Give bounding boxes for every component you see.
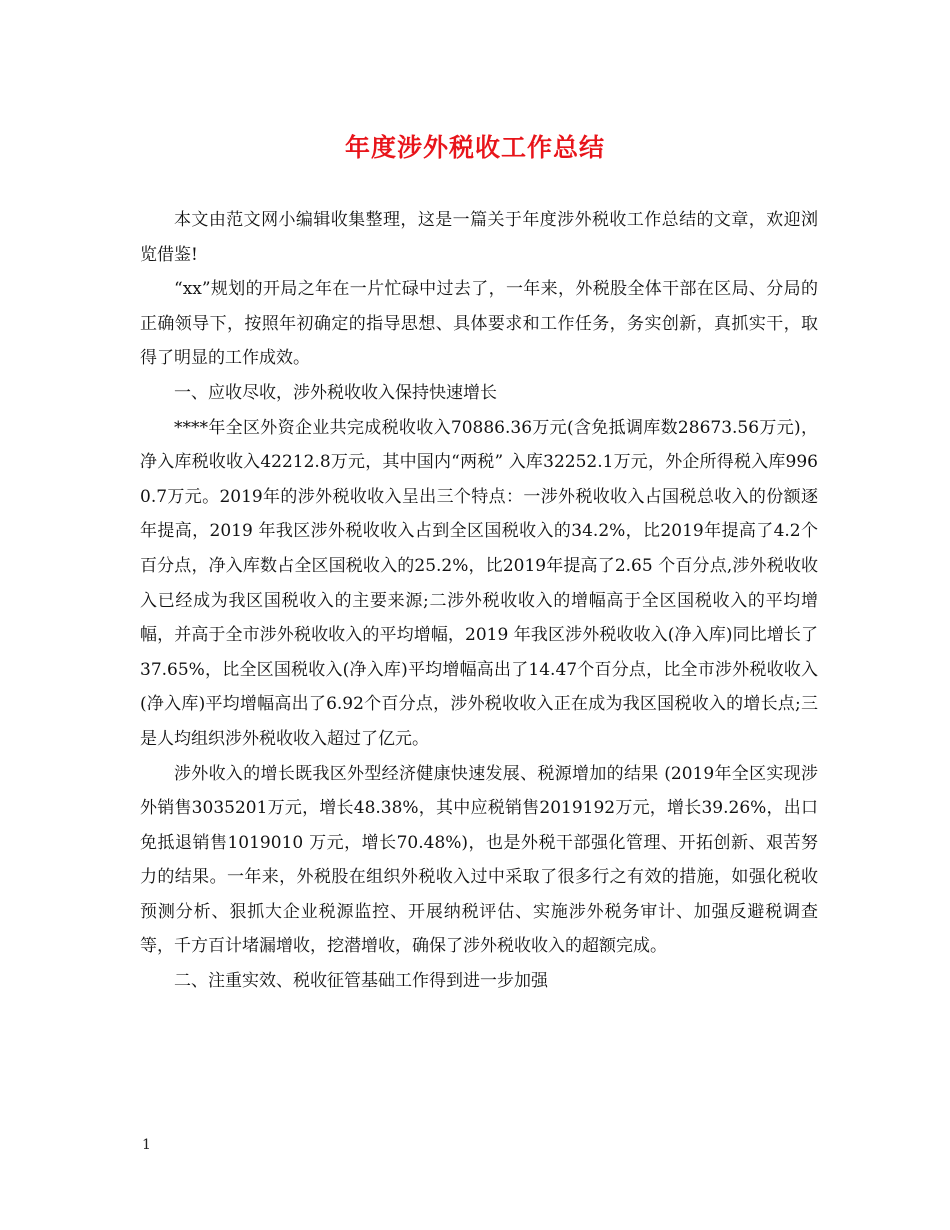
document-title: 年度涉外税收工作总结 <box>344 133 605 162</box>
section-heading-2: 二、注重实效、税收征管基础工作得到进一步加强 <box>174 971 548 992</box>
paragraph-revenue-stats: ****年全区外资企业共完成税收收入70886.36万元(含免抵调库数28673.56万元)，净入库税收收入42212.8万元，其中国内“两税” 入库32252.1万元，外企所得税入库9960.7万元。2019年的涉外税收收入呈出三个特点：一涉外税收收入占国税总收入的份额逐年提高，2019 年我区涉外税收收入占到全区国税收入的34.2%，比2019年提高了4.2个百分点，净入库数占全区国税收入的25.2%，比2019年提高了2.65 个百分点,涉外税收收入已经成为我区国税收入的主要来源;二涉外税收收入的增幅高于全区国税收入的平均增幅，并高于全市涉外税收收入的平均增幅，2019 年我区涉外税收收入(净入库)同比增长了37.65%，比全区国税收入(净入库)平均增幅高出了14.47个百分点，比全市涉外税收收入(净入库)平均增幅高出了6.92个百分点，涉外税收收入正在成为我区国税收入的增长点;三是人均组织涉外税收收入超过了亿元。 <box>140 417 818 749</box>
document-body <box>140 203 818 999</box>
paragraph-overview: “xx”规划的开局之年在一片忙碌中过去了，一年来，外税股全体干部在区局、分局的正确领导下，按照年初确定的指导思想、具体要求和工作任务，务实创新，真抓实干，取得了明显的工作成效。 <box>140 279 818 369</box>
page-number: 1 <box>142 1137 151 1153</box>
paragraph-growth-causes: 涉外收入的增长既我区外型经济健康快速发展、税源增加的结果 (2019年全区实现涉外销售3035201万元，增长48.38%，其中应税销售2019192万元，增长39.26%，出口免抵退销售1019010 万元，增长70.48%)，也是外税干部强化管理、开拓创新、艰苦努力的结果。一年来，外税股在组织外税收入过中采取了很多行之有效的措施，如强化税收预测分析、狠抓大企业税源监控、开展纳税评估、实施涉外税务审计、加强反避税调查等，千方百计堵漏增收，挖潜增收，确保了涉外税收收入的超额完成。 <box>140 763 818 957</box>
paragraph-intro: 本文由范文网小编辑收集整理，这是一篇关于年度涉外税收工作总结的文章，欢迎浏览借鉴! <box>140 210 818 265</box>
section-heading-1: 一、应收尽收，涉外税收收入保持快速增长 <box>174 382 497 403</box>
